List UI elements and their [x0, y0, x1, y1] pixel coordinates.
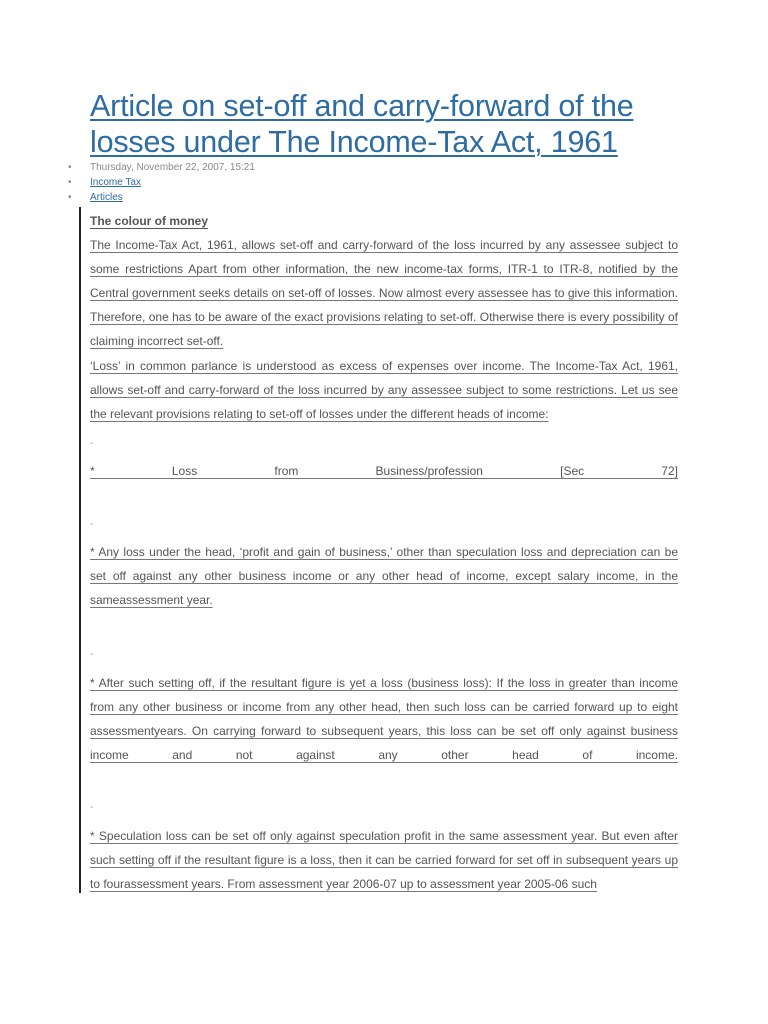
subheading-business-loss: * Loss from Business/profession [Sec 72]: [90, 464, 678, 478]
point-speculation-loss: * Speculation loss can be set off only against speculation profit in the same assessment year. But even after such setting off if the resultant figure is a loss, then it can be carried forward for set off in subsequent years up to fourassessment years. From assessment year 2006-07 up to assessment year 2005-06 such: [90, 829, 678, 891]
left-vertical-rule: [79, 207, 81, 893]
separator-dash: -: [90, 649, 94, 660]
bullet-icon: •: [68, 162, 72, 173]
intro-paragraph: The Income-Tax Act, 1961, allows set-off and carry-forward of the loss incurred by any assessee subject to some restrictions Apart from other information, the new income-tax forms, ITR-1 to ITR-8, notified by the Central government seeks details on set-off of losses. Now almost every assessee has to give this information. Therefore, one has to be aware of the exact provisions relating to set-off. Otherwise there is every possibility of claiming incorrect set-off.: [90, 238, 678, 348]
article-title-line-2[interactable]: losses under The Income-Tax Act, 1961: [90, 125, 618, 159]
separator-dash: -: [90, 802, 94, 813]
publish-date: Thursday, November 22, 2007, 15:21: [90, 162, 255, 173]
article-meta-list: [68, 160, 255, 205]
meta-date-item: [68, 160, 255, 175]
point-business-set-off: * Any loss under the head, ‘profit and gain of business,’ other than speculation loss and depreciation can be set off against any other business income or any other head of income, except salary income, in the sameassessment year.: [90, 545, 678, 607]
point-carry-forward: * After such setting off, if the resultant figure is yet a loss (business loss): If the loss in greater than income from any other business or income from any other head, then such loss can be carried forward up to eight assessmentyears. On carrying forward to subsequent years, this loss can be set off only against business income and not against any other head of income.: [90, 676, 678, 762]
meta-section-item: [68, 190, 255, 205]
category-link-income-tax[interactable]: Income Tax: [90, 177, 141, 188]
article-title[interactable]: [90, 88, 690, 160]
article-title-line-1[interactable]: Article on set-off and carry-forward of the: [90, 89, 634, 123]
loss-definition-paragraph: ‘Loss’ in common parlance is understood as excess of expenses over income. The Income-Tax Act, 1961, allows set-off and carry-forward of the loss incurred by any assessee subject to some restrictions. Let us see the relevant provisions relating to set-off of losses under the different heads of income:: [90, 359, 678, 421]
separator-dash: -: [90, 438, 94, 449]
section-heading: The colour of money: [90, 214, 209, 228]
bullet-icon: •: [68, 192, 72, 203]
section-link-articles[interactable]: Articles: [90, 192, 123, 203]
meta-category-item: [68, 175, 255, 190]
bullet-icon: •: [68, 177, 72, 188]
separator-dash: -: [90, 519, 94, 530]
